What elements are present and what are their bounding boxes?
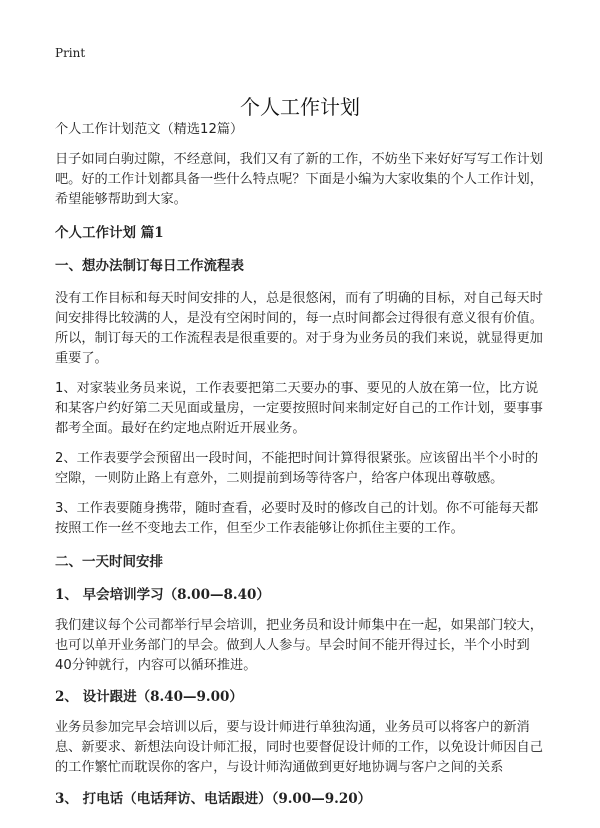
print-link[interactable]: Print (55, 46, 86, 60)
paragraph: 1、对家装业务员来说，工作表要把第二天要办的事、要见的人放在第一位，比方说和某客户约好第二天见面或量房，一定要按照时间来制定好自己的工作计划，要事事都考全面。最好在约定地点附近开展业务。 (55, 381, 543, 436)
item2-heading: 2、 设计跟进（8.40—9.00） (55, 689, 243, 705)
paragraph: 业务员参加完早会培训以后，要与设计师进行单独沟通，业务员可以将客户的新消息、新要求、新想法向设计师汇报，同时也要督促设计师的工作，以免设计师因自己的工作繁忙而耽误你的客户，与设计师沟通做到更好地协调与客户之间的关系 (55, 720, 543, 775)
part1-heading: 一、想办法制订每日工作流程表 (55, 258, 244, 274)
paragraph: 3、工作表要随身携带，随时查看，必要时及时的修改自己的计划。你不可能每天都按照工作一丝不变地去工作，但至少工作表能够让你抓住主要的工作。 (55, 501, 539, 536)
document-body (55, 120, 545, 820)
item3-heading: 3、 打电话（电话拜访、电话跟进）（9.00—9.20） (55, 791, 372, 807)
document-subtitle: 个人工作计划范文（精选12篇） (55, 122, 244, 137)
paragraph: 我们建议每个公司都举行早会培训，把业务员和设计师集中在一起，如果部门较大，也可以单开业务部门的早会。做到人人参与。早会时间不能开得过长，半个小时到40分钟就行，内容可以循环推进。 (55, 618, 543, 673)
section-heading: 个人工作计划 篇1 (55, 225, 164, 241)
document-title: 个人工作计划 (240, 95, 360, 120)
item1-heading: 1、 早会培训学习（8.00—8.40） (55, 587, 270, 603)
part2-heading: 二、一天时间安排 (55, 554, 163, 570)
paragraph: 没有工作目标和每天时间安排的人，总是很悠闲，而有了明确的目标，对自己每天时间安排得比较满的人，是没有空闲时间的，每一点时间都会过得很有意义很有价值。所以，制订每天的工作流程表是很重要的。对于身为业务员的我们来说，就显得更加重要了。 (55, 291, 543, 366)
paragraph: 2、工作表要学会预留出一段时间，不能把时间计算得很紧张。应该留出半个小时的空隙，一则防止路上有意外，二则提前到场等待客户，给客户体现出尊敬感。 (55, 451, 539, 486)
intro-paragraph: 日子如同白驹过隙，不经意间，我们又有了新的工作，不妨坐下来好好写写工作计划吧。好的工作计划都具备一些什么特点呢？下面是小编为大家收集的个人工作计划，希望能够帮助到大家。 (55, 152, 543, 207)
